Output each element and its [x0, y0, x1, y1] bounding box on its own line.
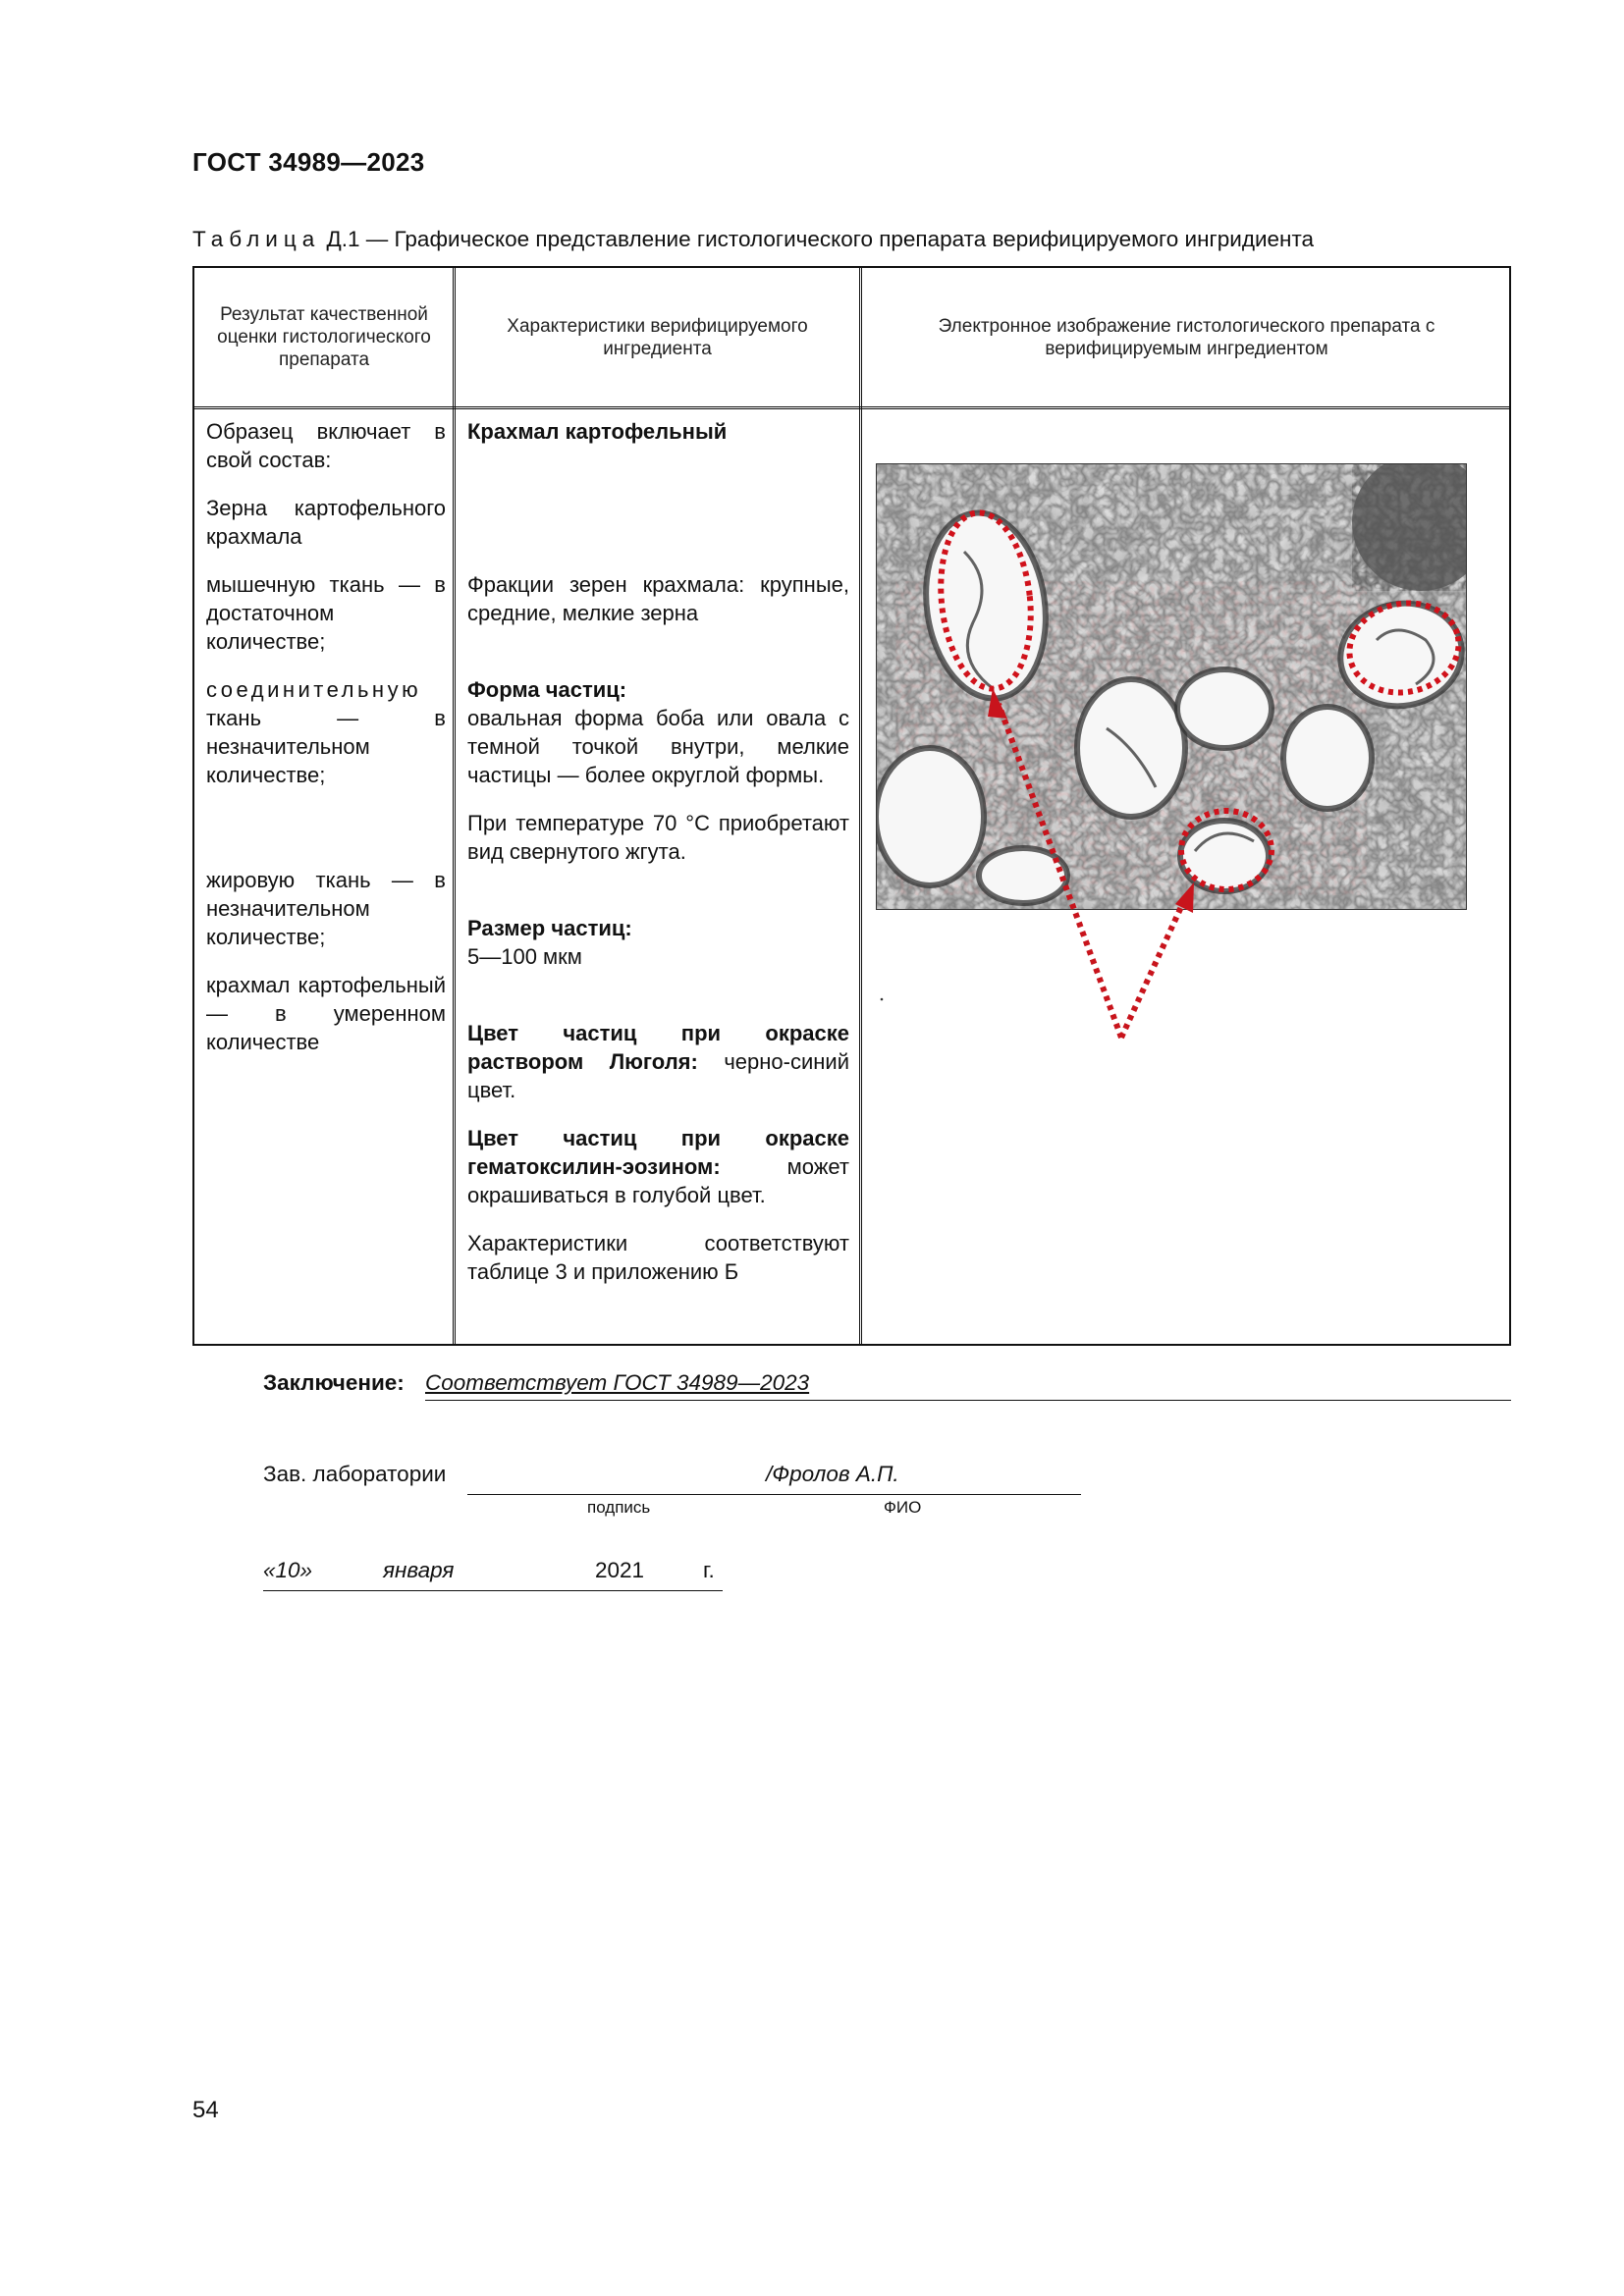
arrow-overlay — [194, 268, 1513, 1348]
conclusion-underline — [425, 1400, 1511, 1401]
histology-table — [192, 266, 1511, 1346]
result-fat: жировую ткань — в незначительном количестве; — [206, 868, 446, 949]
header-result: Результат качественной оценки гистологического препарата — [217, 304, 431, 370]
date-suffix: г. — [703, 1558, 715, 1582]
header-characteristics: Характеристики верифицируемого ингредиента — [507, 315, 808, 359]
he-value: может окрашиваться в голубой цвет. — [467, 1154, 849, 1207]
temperature-text: При температуре 70 °С приобретают вид свернутого жгута. — [467, 811, 849, 864]
conclusion-label: Заключение: — [263, 1370, 405, 1395]
grain-fractions: Фракции зерен крахмала: крупные, средние, мелкие зерна — [467, 572, 849, 625]
shape-label: Форма частиц: — [467, 677, 627, 702]
date-year: 2021 — [595, 1558, 645, 1582]
lab-head-label: Зав. лаборатории — [263, 1462, 447, 1486]
result-starch: крахмал картофельный — в умеренном количестве — [206, 973, 446, 1054]
shape-text: овальная форма боба или овала с темной точкой внутри, мелкие частицы — более округлой формы. — [467, 706, 849, 787]
page-number: 54 — [192, 2097, 219, 2123]
result-connective: ткань — в незначительном количестве; — [206, 706, 446, 787]
signature-line — [467, 1494, 1081, 1495]
date-day: «10» — [263, 1558, 313, 1582]
size-label: Размер частиц: — [467, 916, 632, 940]
date-underline — [263, 1590, 723, 1591]
date-month: января — [383, 1558, 455, 1582]
table-caption-lead: Таблица — [192, 227, 321, 251]
fio-caption: ФИО — [884, 1498, 922, 1517]
lugol-label: Цвет частиц при окраске раствором Люголя: — [467, 1021, 849, 1074]
result-connective-spaced: соединительную — [206, 677, 422, 702]
lugol-value: черно-синий цвет. — [467, 1049, 849, 1102]
characteristics-footer: Характеристики соответствуют таблице 3 и приложению Б — [467, 1231, 849, 1284]
ingredient-title: Крахмал картофельный — [467, 419, 728, 444]
result-intro: Образец включает в свой состав: — [206, 419, 446, 472]
he-label: Цвет частиц при окраске гематоксилин-эозином: — [467, 1126, 849, 1179]
result-muscle: мышечную ткань — в достаточном количестве; — [206, 572, 446, 654]
result-starch-grains: Зерна картофельного крахмала — [206, 496, 446, 549]
lab-head-name: /Фролов А.П. — [766, 1462, 899, 1486]
table-caption — [192, 227, 1314, 252]
size-value: 5—100 мкм — [467, 944, 582, 969]
header-image: Электронное изображение гистологического препарата с верифицируемым ингредиентом — [938, 315, 1435, 359]
document-header: ГОСТ 34989—2023 — [192, 147, 425, 177]
table-caption-text: Д.1 — Графическое представление гистологического препарата верифицируемого ингридиента — [320, 227, 1315, 251]
conclusion-value: Соответствует ГОСТ 34989—2023 — [425, 1370, 810, 1395]
signature-caption: подпись — [587, 1498, 651, 1517]
